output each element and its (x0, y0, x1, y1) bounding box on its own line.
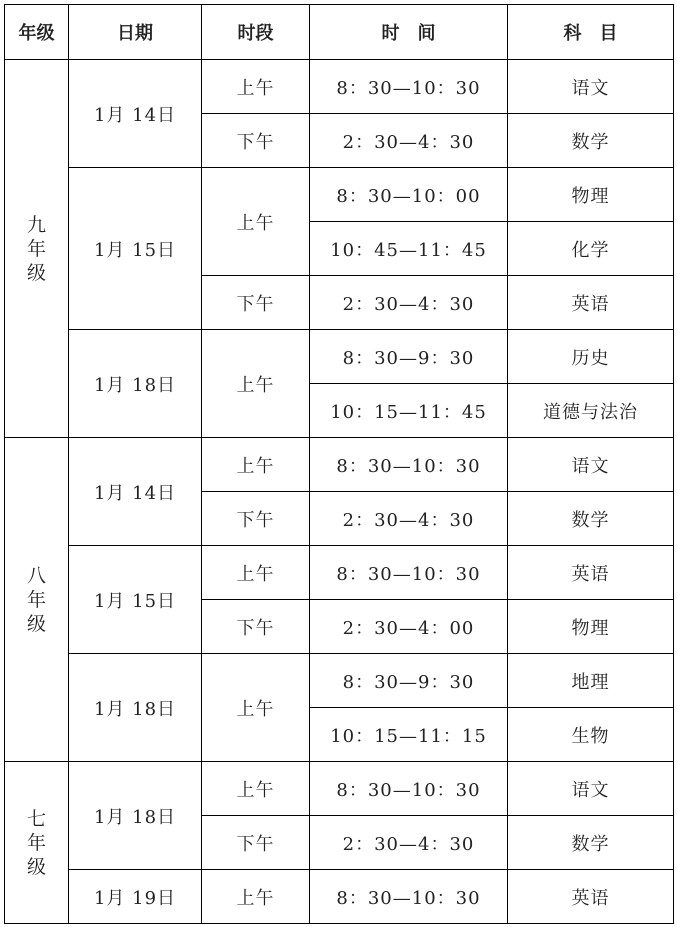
session-cell: 下午 (202, 816, 310, 870)
session-cell: 下午 (202, 114, 310, 168)
time-cell: 8：30—10：30 (310, 546, 508, 600)
grade-label: 七年级 (26, 807, 46, 878)
time-cell: 2：30—4：30 (310, 492, 508, 546)
subject-cell: 物理 (508, 600, 674, 654)
time-cell: 8：30—9：30 (310, 330, 508, 384)
session-cell: 上午 (202, 546, 310, 600)
session-cell: 上午 (202, 762, 310, 816)
header-grade: 年级 (5, 5, 69, 60)
grade-cell (5, 762, 69, 924)
time-cell: 2：30—4：00 (310, 600, 508, 654)
subject-cell: 道德与法治 (508, 384, 674, 438)
session-cell: 下午 (202, 600, 310, 654)
time-cell: 2：30—4：30 (310, 276, 508, 330)
date-cell: 1月 19日 (69, 870, 202, 924)
date-cell: 1月 15日 (69, 168, 202, 330)
time-cell: 10：45—11：45 (310, 222, 508, 276)
time-cell: 8：30—10：30 (310, 762, 508, 816)
subject-cell: 数学 (508, 492, 674, 546)
session-cell: 下午 (202, 276, 310, 330)
table-row (5, 60, 674, 114)
table-row (5, 438, 674, 492)
session-cell: 上午 (202, 60, 310, 114)
subject-cell: 生物 (508, 708, 674, 762)
table-row (5, 546, 674, 600)
exam-schedule-table (4, 4, 674, 924)
header-session: 时段 (202, 5, 310, 60)
time-cell: 8：30—10：00 (310, 168, 508, 222)
time-cell: 8：30—9：30 (310, 654, 508, 708)
subject-cell: 化学 (508, 222, 674, 276)
time-cell: 2：30—4：30 (310, 816, 508, 870)
grade-label: 九年级 (26, 213, 46, 284)
date-cell: 1月 14日 (69, 60, 202, 168)
session-cell: 上午 (202, 330, 310, 438)
subject-cell: 数学 (508, 114, 674, 168)
table-row (5, 762, 674, 816)
date-cell: 1月 18日 (69, 654, 202, 762)
subject-cell: 数学 (508, 816, 674, 870)
time-cell: 8：30—10：30 (310, 438, 508, 492)
session-cell: 下午 (202, 492, 310, 546)
subject-cell: 物理 (508, 168, 674, 222)
session-cell: 上午 (202, 870, 310, 924)
time-cell: 8：30—10：30 (310, 870, 508, 924)
session-cell: 上午 (202, 168, 310, 276)
subject-cell: 英语 (508, 870, 674, 924)
schedule-body (5, 60, 674, 924)
date-cell: 1月 18日 (69, 330, 202, 438)
grade-cell (5, 60, 69, 438)
time-cell: 10：15—11：15 (310, 708, 508, 762)
table-row (5, 654, 674, 708)
grade-cell (5, 438, 69, 762)
subject-cell: 语文 (508, 762, 674, 816)
subject-cell: 语文 (508, 60, 674, 114)
table-row (5, 168, 674, 222)
table-row (5, 870, 674, 924)
header-date: 日期 (69, 5, 202, 60)
time-cell: 2：30—4：30 (310, 114, 508, 168)
date-cell: 1月 18日 (69, 762, 202, 870)
time-cell: 8：30—10：30 (310, 60, 508, 114)
session-cell: 上午 (202, 438, 310, 492)
session-cell: 上午 (202, 654, 310, 762)
subject-cell: 语文 (508, 438, 674, 492)
table-row (5, 330, 674, 384)
grade-label: 八年级 (26, 564, 46, 635)
header-time: 时 间 (310, 5, 508, 60)
subject-cell: 英语 (508, 546, 674, 600)
date-cell: 1月 15日 (69, 546, 202, 654)
time-cell: 10：15—11：45 (310, 384, 508, 438)
subject-cell: 英语 (508, 276, 674, 330)
subject-cell: 历史 (508, 330, 674, 384)
header-row (5, 5, 674, 60)
header-subject: 科 目 (508, 5, 674, 60)
subject-cell: 地理 (508, 654, 674, 708)
date-cell: 1月 14日 (69, 438, 202, 546)
